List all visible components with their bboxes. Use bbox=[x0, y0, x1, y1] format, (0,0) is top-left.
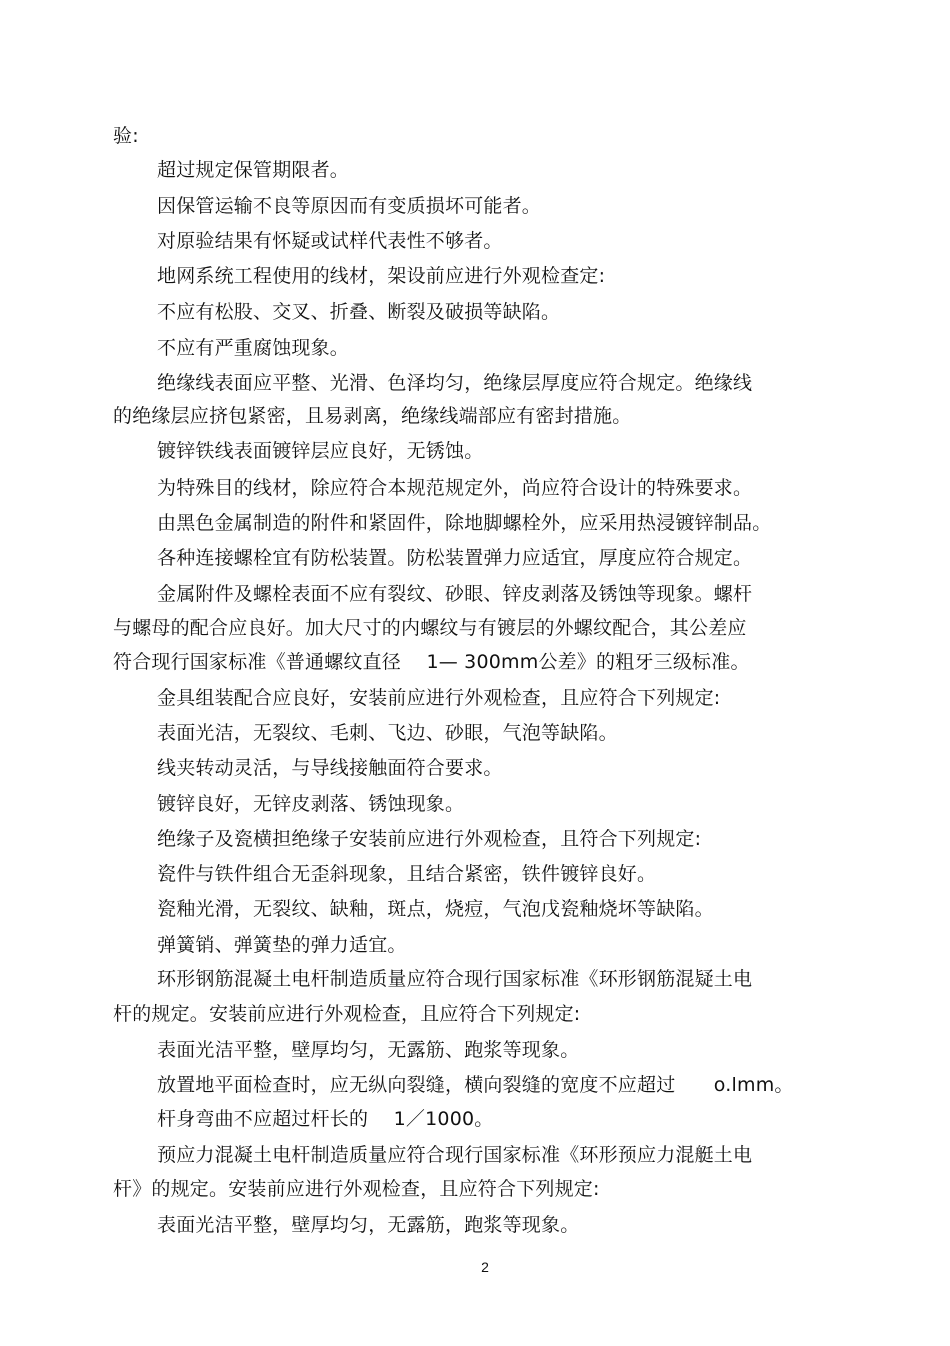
text-line: 由黑色金属制造的附件和紧固件，除地脚螺栓外，应采用热浸镀锌制品。 bbox=[157, 512, 772, 534]
text-line: 瓷釉光滑，无裂纹、缺釉，斑点，烧痘，气泡戊瓷釉烧坏等缺陷。 bbox=[157, 898, 714, 920]
text-line: 为特殊目的线材，除应符合本规范规定外，尚应符合设计的特殊要求。 bbox=[157, 477, 753, 499]
text-line: 表面光洁平整，壁厚均匀，无露筋、跑浆等现象。 bbox=[157, 1039, 580, 1061]
text-line: 表面光洁，无裂纹、毛刺、飞边、砂眼，气泡等缺陷。 bbox=[157, 722, 618, 744]
text-line: 地网系统工程使用的线材，架设前应进行外观检查定: bbox=[157, 265, 606, 287]
text-line: 各种连接螺栓宜有防松装置。防松装置弹力应适宜，厚度应符合规定。 bbox=[157, 547, 753, 569]
text-line: 对原验结果有怀疑或试样代表性不够者。 bbox=[157, 230, 503, 252]
text-line: 弹簧销、弹簧垫的弹力适宜。 bbox=[157, 934, 407, 956]
text-line: 瓷件与铁件组合无歪斜现象，且结合紧密，铁件镀锌良好。 bbox=[157, 863, 657, 885]
text-line: 线夹转动灵活，与导线接触面符合要求。 bbox=[157, 757, 503, 779]
text-line: 放置地平面检查时，应无纵向裂缝，横向裂缝的宽度不应超过 o.lmm。 bbox=[157, 1074, 794, 1096]
text-line: 杆身弯曲不应超过杆长的 1／1000。 bbox=[157, 1108, 494, 1130]
text-line: 镀锌铁线表面镀锌层应良好，无锈蚀。 bbox=[157, 440, 484, 462]
text-line: 超过规定保管期限者。 bbox=[157, 159, 350, 181]
text-line: 杆的规定。安装前应进行外观检查，且应符合下列规定: bbox=[113, 1003, 581, 1025]
text-line: 因保管运输不良等原因而有变质损坏可能者。 bbox=[157, 195, 542, 217]
text-line: 绝缘子及瓷横担绝缘子安装前应进行外观检查，且符合下列规定: bbox=[157, 828, 702, 850]
text-line: 符合现行国家标准《普通螺纹直径 1— 300mm公差》的粗牙三级标准。 bbox=[113, 651, 750, 673]
text-line: 验: bbox=[113, 125, 139, 147]
text-line: 不应有严重腐蚀现象。 bbox=[157, 337, 350, 359]
text-line: 与螺母的配合应良好。加大尺寸的内螺纹与有镀层的外螺纹配合，其公差应 bbox=[113, 617, 747, 639]
text-line: 金具组装配合应良好，安装前应进行外观检查，且应符合下列规定: bbox=[157, 687, 721, 709]
text-line: 绝缘线表面应平整、光滑、色泽均匀，绝缘层厚度应符合规定。绝缘线 bbox=[157, 372, 753, 394]
text-line: 预应力混凝土电杆制造质量应符合现行国家标准《环形预应力混艇土电 bbox=[157, 1144, 753, 1166]
text-line: 的绝缘层应挤包紧密，且易剥离，绝缘线端部应有密封措施。 bbox=[113, 405, 632, 427]
page-number: 2 bbox=[481, 1259, 489, 1275]
text-line: 表面光洁平整，壁厚均匀，无露筋，跑浆等现象。 bbox=[157, 1214, 580, 1236]
text-line: 金属附件及螺栓表面不应有裂纹、砂眼、锌皮剥落及锈蚀等现象。螺杆 bbox=[157, 583, 753, 605]
text-line: 环形钢筋混凝土电杆制造质量应符合现行国家标准《环形钢筋混疑土电 bbox=[157, 968, 753, 990]
text-line: 镀锌良好，无锌皮剥落、锈蚀现象。 bbox=[157, 793, 465, 815]
text-line: 不应有松股、交叉、折叠、断裂及破损等缺陷。 bbox=[157, 301, 561, 323]
text-line: 杆》的规定。安装前应进行外观检查，且应符合下列规定: bbox=[113, 1178, 600, 1200]
